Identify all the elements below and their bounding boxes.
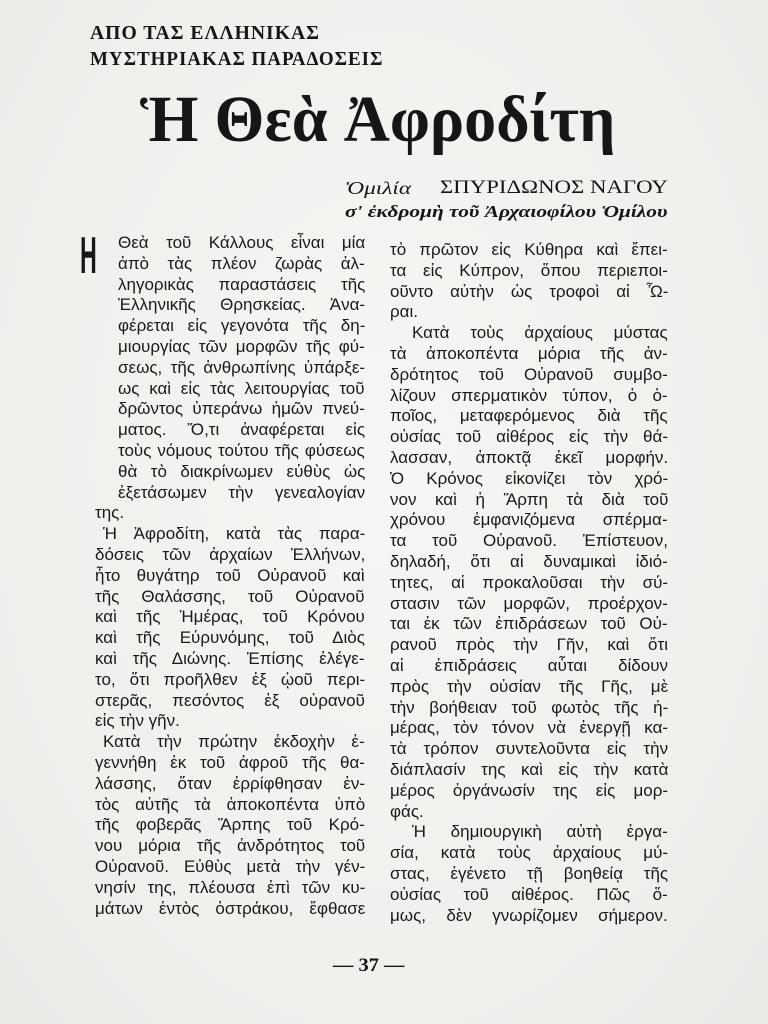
- text-line: [390, 843, 668, 864]
- line-text: εἰς τὴν γῆν.: [95, 711, 180, 731]
- text-line: [95, 878, 365, 899]
- line-text: Θεὰ τοῦ Κάλλους εἶναι μία: [118, 233, 366, 252]
- line-text: ἐξετάσωμεν τὴν γενεαλογίαν: [118, 482, 366, 502]
- line-text: τὰ τρόπον συντελοῦντα εἰς τὴν: [390, 739, 669, 759]
- line-text: οὐσίας τοῦ αἰθέρος. Πῶς ὅ-: [390, 884, 668, 904]
- text-line: [390, 386, 668, 407]
- left-column: [95, 233, 365, 919]
- line-text: καὶ τῆς Διώνης. Ἐπίσης ἐλέγε-: [95, 648, 365, 668]
- text-line: [390, 718, 668, 739]
- line-text: τητες, αἱ προκαλοῦσαι τὴν σύ-: [390, 572, 669, 592]
- line-text: καὶ τῆς Εὐρυνόμης, τοῦ Διὸς: [95, 628, 365, 648]
- line-text: Ἡ Ἀφροδίτη, κατὰ τὰς παρα-: [103, 524, 366, 544]
- text-line: [390, 573, 668, 594]
- text-line: [390, 448, 668, 469]
- line-text: στασιν τῶν μορφῶν, προέρχον-: [390, 593, 668, 613]
- section-kicker-line: ΜΥΣΤΗΡΙΑΚΑΣ ΠΑΡΑΔΟΣΕΙΣ: [90, 48, 384, 70]
- text-line: [118, 483, 365, 504]
- line-text: της.: [95, 503, 125, 523]
- line-text: Κατὰ τὴν πρώτην ἐκδοχὴν ἐ-: [103, 732, 365, 752]
- text-line: [390, 240, 668, 261]
- line-text: μιουργίας τῶν μορφῶν τῆς φύ-: [118, 336, 365, 356]
- drop-cap: Η: [80, 227, 97, 285]
- text-line: [390, 698, 668, 719]
- text-line: [95, 607, 365, 628]
- text-line: [95, 545, 365, 566]
- text-line: [390, 531, 668, 552]
- line-text: γεννήθη ἐκ τοῦ ἀφροῦ τῆς θα-: [95, 752, 365, 772]
- text-line: [390, 469, 668, 490]
- text-line: [95, 503, 365, 524]
- text-line: [390, 552, 668, 573]
- text-line: [390, 261, 668, 282]
- text-line: [118, 462, 365, 483]
- text-line: [390, 864, 668, 885]
- text-line: [95, 753, 365, 774]
- text-line: [390, 802, 668, 823]
- text-line: [390, 365, 668, 386]
- line-text: μως, δὲν γνωρίζομεν σήμερον.: [390, 905, 668, 925]
- byline-occasion: σ' ἐκδρομὴ τοῦ Ἀρχαιοφίλου Ὁμίλου: [345, 202, 668, 221]
- line-text: ματος. Ὅ,τι ἀναφέρεται εἰς: [118, 420, 366, 440]
- line-text: οῦντο αὐτὴν ὡς τροφοὶ αἱ Ὧ-: [390, 281, 669, 301]
- text-line: [118, 358, 365, 379]
- line-text: λάσσης, ὅταν ἐρρίφθησαν ἐν-: [95, 773, 366, 793]
- line-text: Οὐρανοῦ. Εὐθὺς μετὰ τὴν γέν-: [95, 856, 366, 876]
- line-text: λασσαν, ἀποκτᾷ ἐκεῖ μορφήν.: [390, 447, 669, 467]
- text-line: [95, 857, 365, 878]
- line-text: μέρος ὀργάνωσίν της εἰς μορ-: [390, 780, 669, 800]
- line-text: τοὺς νόμους τούτου τῆς φύσεως: [118, 440, 365, 460]
- text-line: [95, 670, 365, 691]
- line-text: φέρεται εἰς γεγονότα τῆς δη-: [118, 316, 366, 336]
- line-text: φάς.: [390, 801, 424, 821]
- line-text: ραι.: [390, 302, 418, 322]
- text-line: [390, 510, 668, 531]
- text-line: [390, 282, 668, 303]
- line-text: νησίν της, πλέουσα ἐπὶ τῶν κυ-: [95, 877, 366, 897]
- line-text: δρότητος τοῦ Οὐρανοῦ συμβο-: [390, 364, 668, 384]
- line-text: τα εἰς Κύπρον, ὅπου περιεποι-: [390, 260, 668, 280]
- line-text: μάτων ἐντὸς ὀστράκου, ἔφθασε: [95, 898, 366, 918]
- text-line: [103, 732, 365, 753]
- line-text: ἀπὸ τὰς πλέον ζωρὰς ἀλ-: [118, 253, 365, 273]
- line-text: αἱ ἐπιδράσεις αὗται δίδουν: [390, 655, 669, 675]
- line-text: ποῖος, μεταφερόμενος διὰ τῆς: [390, 406, 668, 426]
- line-text: τα τοῦ Οὐρανοῦ. Ἐπίστευον,: [390, 531, 668, 551]
- line-text: τῆς Θαλάσσης, τοῦ Οὐρανοῦ: [95, 586, 365, 606]
- line-text: ληγορικὰς παραστάσεις τῆς: [118, 274, 366, 294]
- text-line: [118, 399, 365, 420]
- text-line: [390, 885, 668, 906]
- line-text: Ὁ Κρόνος εἰκονίζει τὸν χρό-: [390, 468, 669, 488]
- line-text: τὰ ἀποκοπέντα μόρια τῆς ἀν-: [390, 343, 668, 363]
- section-kicker-line: ΑΠΟ ΤΑΣ ΕΛΛΗΝΙΚΑΣ: [90, 22, 320, 44]
- author-name: ΣΠΥΡΙΔΩΝΟΣ ΝΑΓΟΥ: [440, 177, 668, 198]
- text-line: [118, 316, 365, 337]
- text-line: [118, 441, 365, 462]
- text-line: [390, 635, 668, 656]
- line-text: νον καὶ ἡ Ἅρπη τὰ διὰ τοῦ: [390, 489, 669, 509]
- text-line: [390, 739, 668, 760]
- text-line: [95, 649, 365, 670]
- line-text: νου μόρια τῆς ἀνδρότητος τοῦ: [95, 836, 366, 856]
- line-text: μέρας, τὸν τόνον νὰ ἐνεργῇ κα-: [390, 718, 669, 738]
- text-line: [95, 836, 365, 857]
- line-text: τῆς φοβερᾶς Ἅρπης τοῦ Κρό-: [95, 815, 365, 835]
- text-line: [95, 899, 365, 920]
- text-line: [390, 344, 668, 365]
- text-line: [95, 711, 365, 732]
- text-line: [390, 594, 668, 615]
- text-line: [95, 774, 365, 795]
- text-line: [118, 295, 365, 316]
- text-line: [95, 566, 365, 587]
- line-text: τὸς αὐτῆς τὰ ἀποκοπέντα ὑπὸ: [95, 794, 366, 814]
- text-line: [390, 406, 668, 427]
- text-line: [390, 614, 668, 635]
- text-line: [95, 691, 365, 712]
- text-line: [95, 628, 365, 649]
- text-line: [412, 822, 668, 843]
- text-line: [390, 906, 668, 927]
- text-line: [390, 427, 668, 448]
- line-text: στερᾶς, πεσόντος ἐξ οὐρανοῦ: [95, 690, 365, 710]
- line-text: ως καὶ εἰς τὰς λειτουργίας τοῦ: [118, 378, 365, 398]
- text-line: [390, 490, 668, 511]
- line-text: Ἡ δημιουργικὴ αὐτὴ ἐργα-: [412, 822, 668, 842]
- line-text: θὰ τὸ διακρίνωμεν εὐθὺς ὡς: [118, 461, 366, 481]
- text-line: [118, 337, 365, 358]
- line-text: χρόνου ἐμφανιζόμενα σπέρμα-: [390, 510, 668, 530]
- article-title: Ἡ Θεὰ Ἀφροδίτη: [140, 83, 616, 156]
- line-text: ἦτο θυγάτηρ τοῦ Οὐρανοῦ καὶ: [95, 565, 365, 585]
- line-text: Κατὰ τοὺς ἀρχαίους μύστας: [412, 323, 668, 343]
- text-line: [390, 760, 668, 781]
- text-line: [390, 302, 668, 323]
- text-line: [95, 587, 365, 608]
- line-text: τὴν βοήθειαν τοῦ φωτὸς τῆς ἡ-: [390, 697, 669, 717]
- line-text: Ἑλληνικῆς Θρησκείας. Ἀνα-: [118, 295, 366, 315]
- text-line: [390, 781, 668, 802]
- text-line: [95, 795, 365, 816]
- text-line: [118, 420, 365, 441]
- page-number: — 37 —: [333, 955, 405, 976]
- line-text: δρῶντος ὑπεράνω ἡμῶν πνεύ-: [118, 399, 365, 419]
- text-line: [390, 656, 668, 677]
- line-text: καὶ τῆς Ἡμέρας, τοῦ Κρόνου: [95, 607, 365, 627]
- line-text: λίζουν σπερματικὸν τύπον, ὁ ὁ-: [390, 385, 668, 405]
- text-line: [118, 254, 365, 275]
- text-line: [118, 233, 365, 254]
- line-text: στας, ἐγένετο τῇ βοηθείᾳ τῆς: [390, 863, 669, 883]
- line-text: το, ὅτι προῆλθεν ἐξ ᾠοῦ περι-: [95, 669, 366, 689]
- line-text: οὐσίας τοῦ αἰθέρος εἰς τὴν θά-: [390, 427, 669, 447]
- right-column: [390, 240, 668, 926]
- text-line: [412, 323, 668, 344]
- line-text: σία, κατὰ τοὺς ἀρχαίους μύ-: [390, 843, 669, 863]
- text-line: [103, 524, 365, 545]
- byline-label: Ὁμιλία: [345, 178, 412, 198]
- text-line: [118, 379, 365, 400]
- line-text: δόσεις τῶν ἀρχαίων Ἑλλήνων,: [95, 544, 366, 564]
- text-line: [390, 677, 668, 698]
- line-text: πρὸς τὴν οὐσίαν τῆς Γῆς, μὲ: [390, 676, 669, 696]
- text-line: [118, 275, 365, 296]
- line-text: σεως, τῆς ἀνθρωπίνης ὑπάρξε-: [118, 357, 366, 377]
- text-line: [95, 815, 365, 836]
- line-text: δηλαδή, ὅτι αἱ δυναμικαὶ ἰδιό-: [390, 551, 668, 571]
- line-text: ρανοῦ πρὸς τὴν Γῆν, καὶ ὅτι: [390, 635, 668, 655]
- line-text: ται ἐκ τῶν ἐπιδράσεων τοῦ Οὐ-: [390, 614, 668, 634]
- line-text: διάπλασίν της καὶ εἰς τὴν κατὰ: [390, 759, 669, 779]
- line-text: τὸ πρῶτον εἰς Κύθηρα καὶ ἔπει-: [390, 240, 668, 259]
